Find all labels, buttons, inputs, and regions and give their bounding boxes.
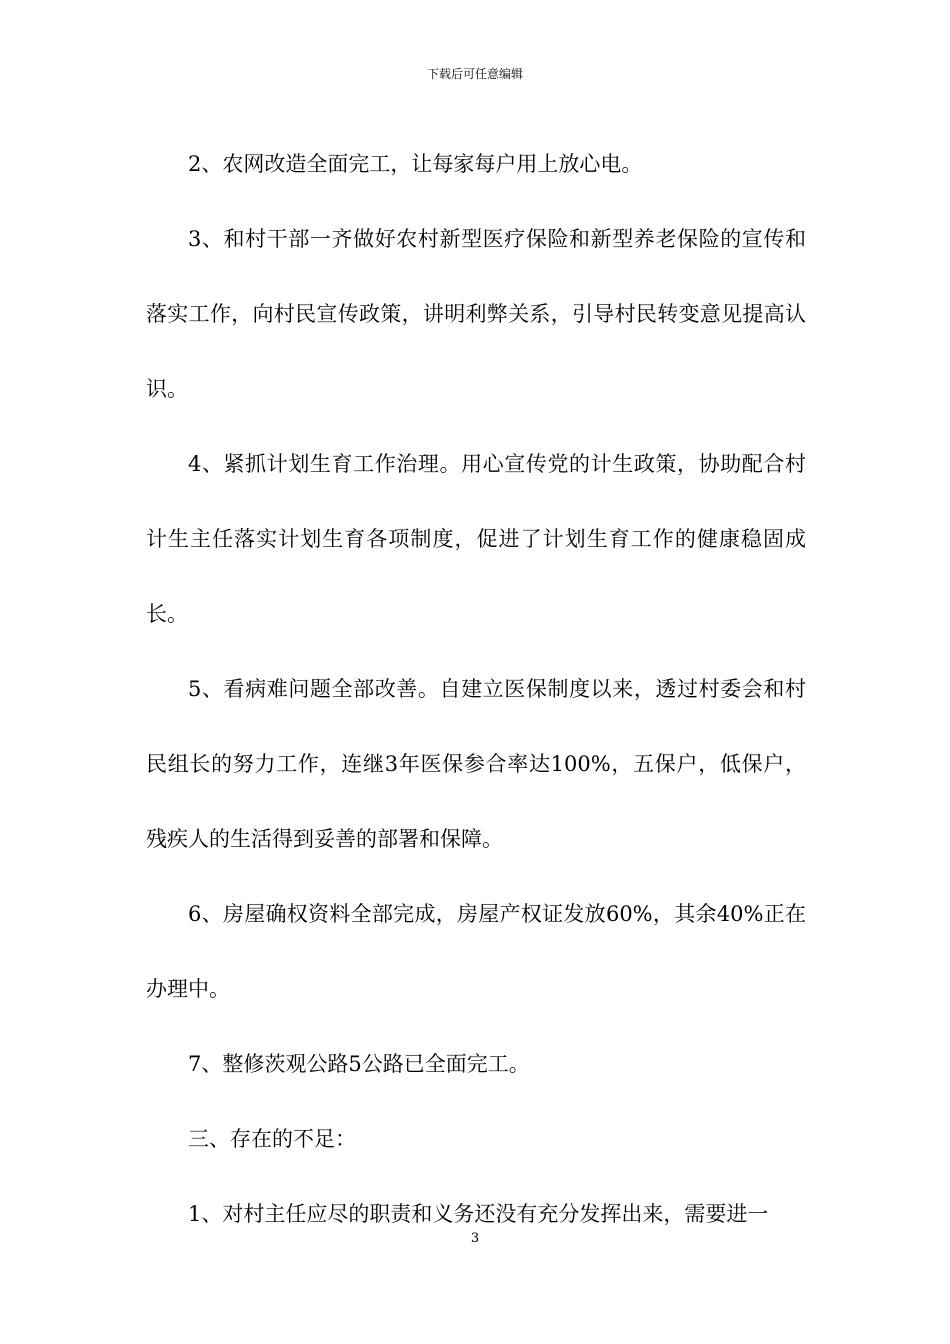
page-number: 3 [470,1231,480,1246]
paragraph-item-3: 3、和村干部一齐做好农村新型医疗保险和新型养老保险的宣传和落实工作，向村民宣传政策，讲明利弊关系，引导村民转变意见提高认识。 [146,227,806,401]
document-body [146,127,806,1252]
paragraph-item-6: 6、房屋确权资料全部完成，房屋产权证发放60%，其余40%正在办理中。 [146,902,806,1001]
paragraph-item-7: 7、整修茨观公路5公路已全面完工。 [188,1052,530,1076]
section-heading-shortcomings: 三、存在的不足： [188,1127,356,1151]
paragraph-item-5: 5、看病难问题全部改善。自建立医保制度以来，透过村委会和村民组长的努力工作，连继3年医保参合率达100%，五保户，低保户，残疾人的生活得到妥善的部署和保障。 [146,677,806,851]
paragraph-item-2: 2、农网改造全面完工，让每家每户用上放心电。 [188,152,643,176]
paragraph-item-shortcoming-1: 1、对村主任应尽的职责和义务还没有充分发挥出来，需要进一 [188,1202,769,1226]
page-header: 下载后可任意编辑 [426,67,523,81]
paragraph-item-4: 4、紧抓计划生育工作治理。用心宣传党的计生政策，协助配合村计生主任落实计划生育各项制度，促进了计划生育工作的健康稳固成长。 [146,452,806,626]
